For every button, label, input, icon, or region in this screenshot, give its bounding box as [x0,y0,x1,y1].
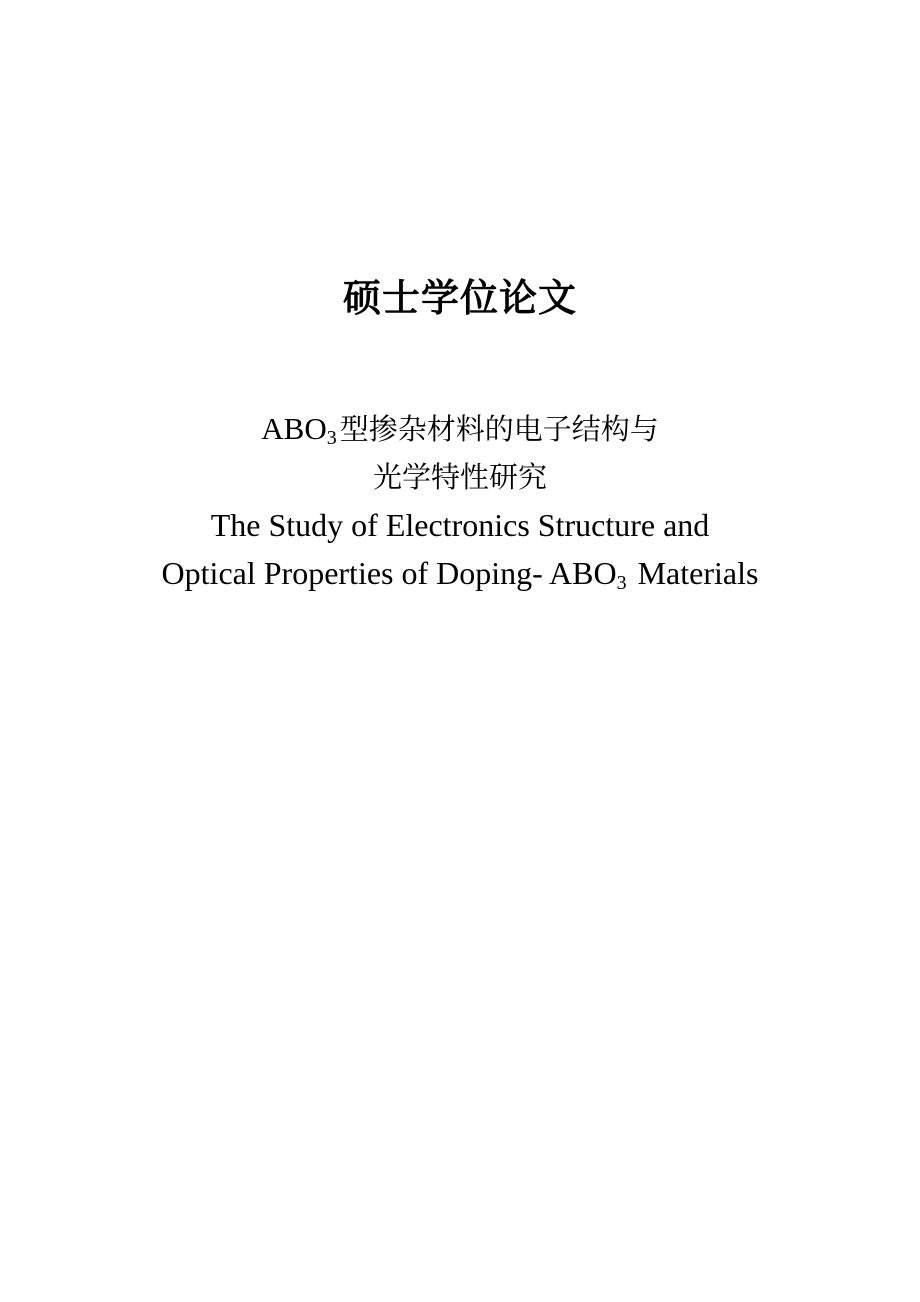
chinese-title-formula: ABO [261,411,327,446]
thesis-title-block [0,405,920,597]
english-title-prefix: Optical Properties of Doping- ABO [161,555,617,591]
english-title-formula-subscript: 3 [616,572,627,594]
chinese-title-text: 型掺杂材料的电子结构与 [339,412,659,446]
english-title-line-2 [0,549,920,597]
english-title-line-1: The Study of Electronics Structure and [210,507,710,543]
chinese-title-formula-subscript: 3 [326,427,337,449]
chinese-title-line-1 [0,405,920,453]
document-type-heading: 硕士学位论文 [342,276,577,320]
chinese-title-line-2: 光学特性研究 [372,460,547,494]
english-title-suffix: Materials [629,555,759,591]
